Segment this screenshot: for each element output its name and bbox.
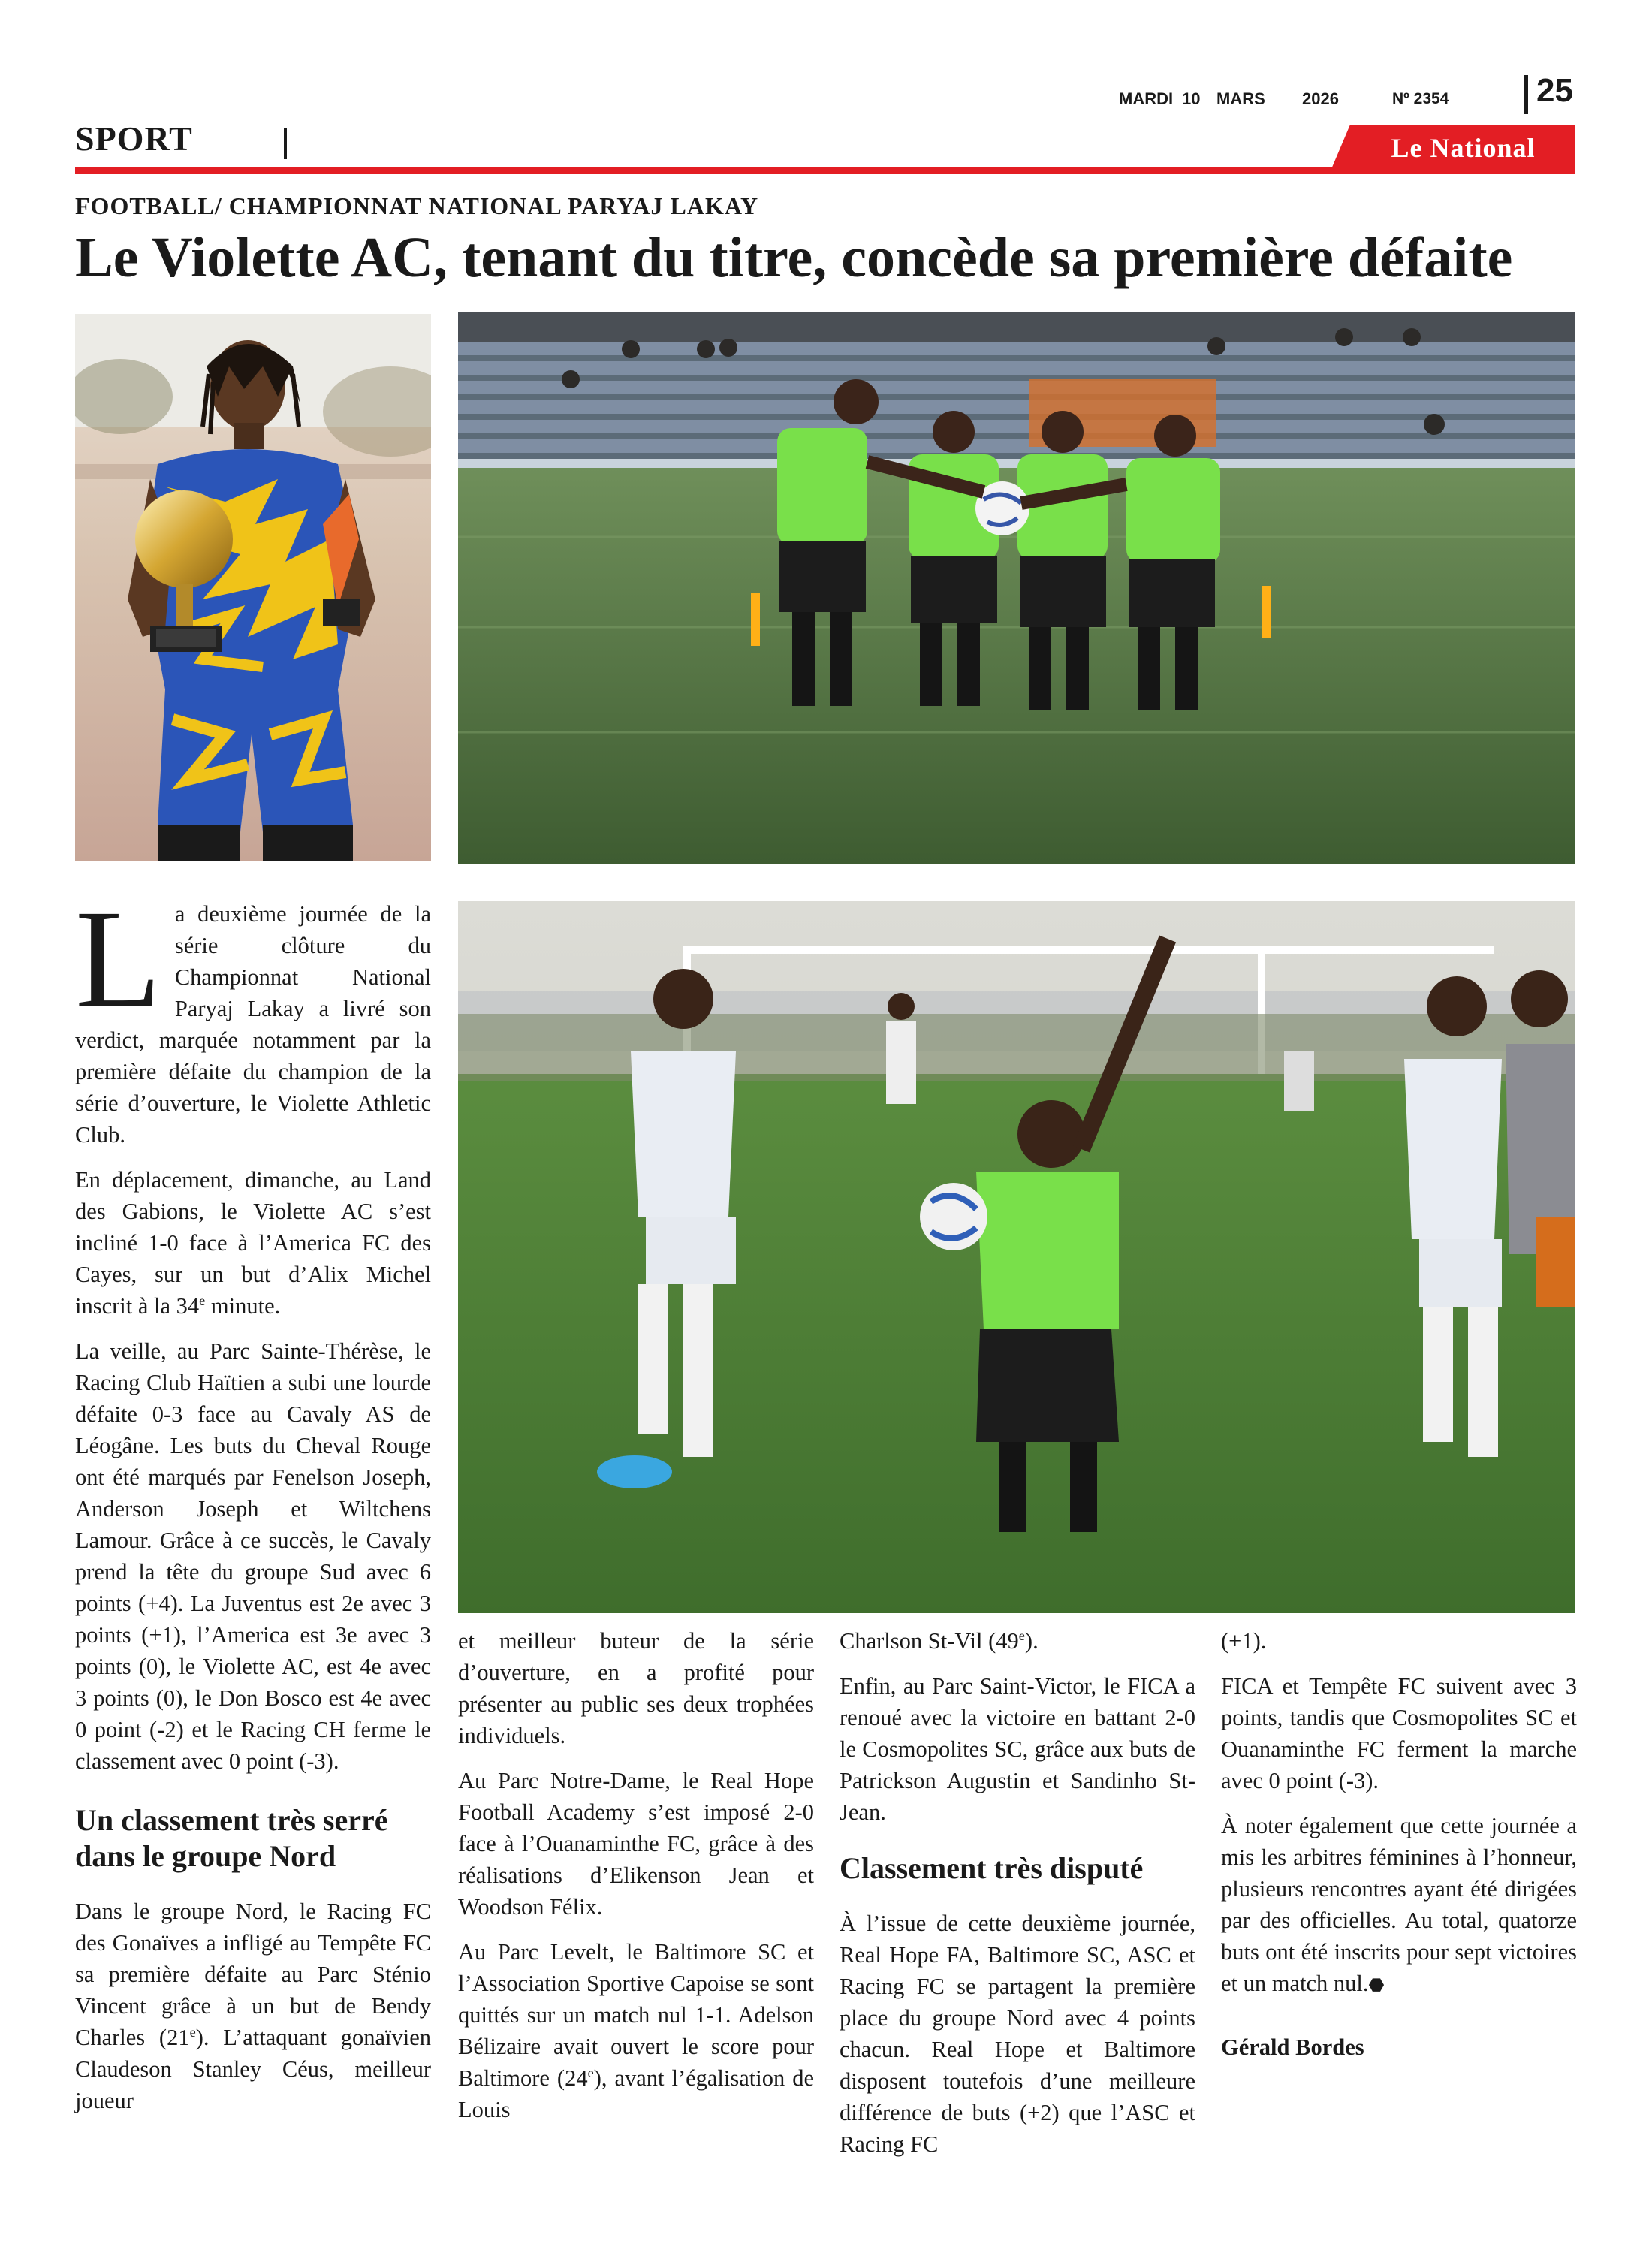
player-trophy-photo [75, 314, 431, 861]
ordinal-suffix: e [587, 2064, 594, 2080]
article-paragraph: a deuxième journée de la série clôture du Championnat National Paryaj Lakay a livré son verdict, marquée notamment par la première défaite du champion de la série d’ouverture, le Violette Athletic Club. [75, 901, 431, 1148]
article-column-2 [458, 1625, 814, 2139]
article-paragraph: Au Parc Notre-Dame, le Real Hope Football Academy s’est imposé 2-0 face à l’Ouanaminthe FC, grâce à des réalisations d’Elikenson Jean et Woodson Félix. [458, 1768, 814, 1920]
article-paragraph: À l’issue de cette deuxième journée, Real Hope FA, Baltimore SC, ASC et Racing FC se partagent la première place du groupe Nord avec 4 points chacun. Real Hope et Baltimore disposent toutefois d’une meilleure différence de buts (+2) que l’ASC et Racing FC [840, 1911, 1195, 2157]
issue-number: Nº 2354 [1392, 90, 1449, 107]
article-paragraph: Dans le groupe Nord, le Racing FC des Gonaïves a infligé au Tempête FC sa première défaite au Parc Sténio Vincent grâce à un but de Bendy Charles (21 [75, 1899, 431, 2050]
drop-cap: L [75, 880, 161, 1037]
article-paragraph: En déplacement, dimanche, au Land des Gabions, le Violette AC s’est incliné 1-0 face à l’America FC des Cayes, sur un but d’Alix Michel inscrit à la 34 [75, 1167, 431, 1319]
article-kicker: FOOTBALL/ CHAMPIONNAT NATIONAL PARYAJ LAKAY [75, 192, 759, 219]
article-paragraph: La veille, au Parc Sainte-Thérèse, le Racing Club Haïtien a subi une lourde défaite 0-3 face au Cavaly AS de Léogâne. Les buts du Cheval Rouge ont été marqués par Fenelson Joseph, Anderson Joseph et Wiltchens Lamour. Grâce à ce succès, le Cavaly prend la tête du groupe Sud avec 6 points (+4). La Juventus est 2e avec 3 points (+1), l’America est 3e avec 3 points (0), le Violette AC, est 4e avec 3 points (0), le Don Bosco est 4e avec 0 point (-2) et le Racing CH ferme le classement avec 0 point (-3). [75, 1338, 431, 1774]
article-paragraph-end: ). L’attaquant gonaïvien Claudeson Stanley Céus, meilleur joueur [75, 2025, 432, 2113]
ordinal-suffix: e [189, 2024, 196, 2040]
article-paragraph: Au Parc Levelt, le Baltimore SC et l’Association Sportive Capoise se sont quittés sur un match nul 1-1. Adelson Bélizaire avait ouvert le score pour Baltimore (24 [458, 1939, 814, 2091]
article-paragraph: et meilleur buteur de la série d’ouverture, en a profité pour présenter au public ses deux trophées individuels. [458, 1628, 814, 1748]
issue-month: MARS [1216, 89, 1265, 108]
referees-photo [458, 312, 1575, 864]
section-divider [284, 128, 287, 159]
article-paragraph: À noter également que cette journée a mis les arbitres féminines à l’honneur, plusieurs rencontres ayant été dirigées par des officielles. Au total, quatorze buts ont été inscrits pour sept victoires et un match nul. [1221, 1813, 1577, 1996]
header-rule [75, 167, 1575, 174]
article-paragraph: FICA et Tempête FC suivent avec 3 points, tandis que Cosmopolites SC et Ouanaminthe FC ferment la marche avec 0 point (-3). [1221, 1673, 1577, 1793]
article-headline: Le Violette AC, tenant du titre, concède sa première défaite [75, 226, 1513, 289]
article-paragraph-end: ). [1024, 1628, 1039, 1654]
article-paragraph-end: ), avant l’égalisation de Louis [458, 2065, 814, 2122]
article-paragraph: Enfin, au Parc Saint-Victor, le FICA a renoué avec la victoire en battant 2-0 le Cosmopolites SC, grâce aux buts de Patrickson Augustin et Sandinho St-Jean. [840, 1673, 1195, 1825]
issue-year: 2026 [1302, 89, 1339, 108]
section-title: SPORT [75, 119, 193, 158]
ordinal-suffix: e [199, 1292, 206, 1308]
article-paragraph: (+1). [1221, 1628, 1267, 1654]
article-column-4 [1221, 1625, 1577, 2077]
end-mark-icon: ⬣ [1368, 1976, 1385, 1995]
brand-name: Le National [1391, 133, 1536, 163]
article-paragraph-end: minute. [205, 1293, 281, 1319]
article-subhead: Classement très disputé [840, 1851, 1144, 1885]
issue-date-num: 10 [1182, 89, 1201, 108]
page-number: 25 [1536, 72, 1573, 109]
issue-meta [1119, 84, 1502, 114]
article-author: Gérald Bordes [1221, 2034, 1364, 2060]
ordinal-suffix: e [1018, 1627, 1025, 1643]
issue-day: MARDI [1119, 89, 1174, 108]
page-number-divider [1524, 75, 1528, 114]
article-column-1 [75, 880, 432, 2130]
article-subhead: Un classement très serré dans le groupe Nord [75, 1803, 388, 1873]
article-column-3 [840, 1625, 1195, 2173]
article-paragraph: Charlson St-Vil (49 [840, 1628, 1019, 1654]
match-action-photo [458, 901, 1575, 1613]
